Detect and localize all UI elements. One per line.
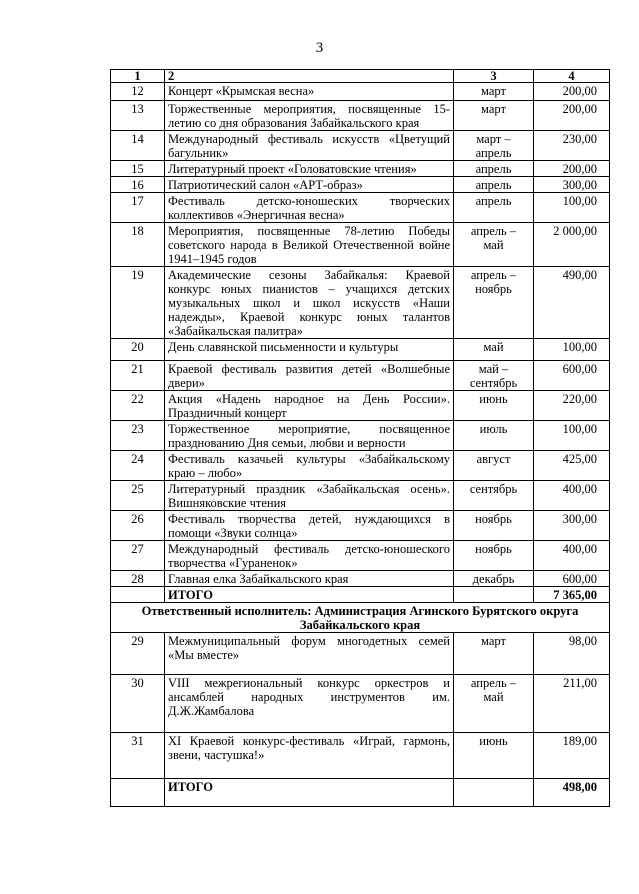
- row-number: 25: [111, 481, 165, 511]
- table-row: [111, 633, 610, 675]
- event-amount: 189,00: [534, 733, 610, 779]
- event-amount: 200,00: [534, 101, 610, 131]
- row-number: 31: [111, 733, 165, 779]
- table-row: [111, 733, 610, 779]
- table-row: [111, 451, 610, 481]
- event-amount: 300,00: [534, 511, 610, 541]
- row-number: 30: [111, 675, 165, 733]
- event-period: май: [454, 339, 534, 361]
- event-period: апрель – май: [454, 223, 534, 267]
- row-number: 22: [111, 391, 165, 421]
- table-row: [111, 83, 610, 101]
- row-number: 26: [111, 511, 165, 541]
- event-amount: 100,00: [534, 193, 610, 223]
- row-number: 27: [111, 541, 165, 571]
- row-number: 24: [111, 451, 165, 481]
- event-name: Краевой фестиваль развития детей «Волшебные двери»: [165, 361, 454, 391]
- table-row: [111, 101, 610, 131]
- row-number: 16: [111, 177, 165, 193]
- total-empty-cell: [111, 779, 165, 807]
- event-period: сентябрь: [454, 481, 534, 511]
- row-number: 19: [111, 267, 165, 339]
- total-empty-cell: [111, 587, 165, 603]
- event-name: Концерт «Крымская весна»: [165, 83, 454, 101]
- event-amount: 2 000,00: [534, 223, 610, 267]
- event-name: Фестиваль творчества детей, нуждающихся в помощи «Звуки солнца»: [165, 511, 454, 541]
- table-row: [111, 193, 610, 223]
- event-period: март: [454, 633, 534, 675]
- total-row: [111, 779, 610, 807]
- event-amount: 230,00: [534, 131, 610, 161]
- event-period: апрель: [454, 177, 534, 193]
- event-name: Литературный проект «Головатовские чтения»: [165, 161, 454, 177]
- event-name: Академические сезоны Забайкалья: Краевой конкурс юных пианистов – учащихся детских музыкальных школ и школ искусств «Наши надежды», Краевой конкурс юных талантов «Забайкальская палитра»: [165, 267, 454, 339]
- table-row: [111, 571, 610, 587]
- event-period: апрель: [454, 161, 534, 177]
- event-amount: 300,00: [534, 177, 610, 193]
- event-name: Межмуниципальный форум многодетных семей «Мы вместе»: [165, 633, 454, 675]
- event-amount: 600,00: [534, 571, 610, 587]
- section-row: [111, 603, 610, 633]
- event-amount: 220,00: [534, 391, 610, 421]
- page-number: 3: [315, 40, 324, 56]
- event-amount: 100,00: [534, 421, 610, 451]
- event-period: ноябрь: [454, 511, 534, 541]
- table-row: [111, 481, 610, 511]
- event-amount: 100,00: [534, 339, 610, 361]
- event-period: апрель: [454, 193, 534, 223]
- header-col-1: 1: [111, 70, 165, 83]
- event-name: Патриотический салон «АРТ-образ»: [165, 177, 454, 193]
- event-name: Торжественные мероприятия, посвященные 15-летию со дня образования Забайкальского края: [165, 101, 454, 131]
- row-number: 14: [111, 131, 165, 161]
- event-name: VIII межрегиональный конкурс оркестров и ансамблей народных инструментов им. Д.Ж.Жамбалова: [165, 675, 454, 733]
- events-table: [110, 69, 610, 807]
- header-col-2: 2: [165, 70, 454, 83]
- table-row: [111, 339, 610, 361]
- row-number: 21: [111, 361, 165, 391]
- event-amount: 98,00: [534, 633, 610, 675]
- event-name: XI Краевой конкурс-фестиваль «Играй, гармонь, звени, частушка!»: [165, 733, 454, 779]
- row-number: 29: [111, 633, 165, 675]
- event-period: ноябрь: [454, 541, 534, 571]
- total-label: ИТОГО: [165, 779, 454, 807]
- event-name: Литературный праздник «Забайкальская осень». Вишняковские чтения: [165, 481, 454, 511]
- event-amount: 600,00: [534, 361, 610, 391]
- row-number: 23: [111, 421, 165, 451]
- total-empty-cell: [454, 779, 534, 807]
- header-col-4: 4: [534, 70, 610, 83]
- event-name: День славянской письменности и культуры: [165, 339, 454, 361]
- row-number: 28: [111, 571, 165, 587]
- table-row: [111, 131, 610, 161]
- row-number: 15: [111, 161, 165, 177]
- event-name: Фестиваль казачьей культуры «Забайкальскому краю – любо»: [165, 451, 454, 481]
- section-title: Ответственный исполнитель: Администрация Агинского Бурятского округа Забайкальского края: [111, 603, 610, 633]
- event-period: август: [454, 451, 534, 481]
- row-number: 13: [111, 101, 165, 131]
- total-row: [111, 587, 610, 603]
- event-name: Торжественное мероприятие, посвященное празднованию Дня семьи, любви и верности: [165, 421, 454, 451]
- total-amount: 7 365,00: [534, 587, 610, 603]
- event-amount: 400,00: [534, 481, 610, 511]
- header-row: [111, 70, 610, 83]
- header-col-3: 3: [454, 70, 534, 83]
- event-amount: 425,00: [534, 451, 610, 481]
- table-row: [111, 675, 610, 733]
- event-name: Фестиваль детско-юношеских творческих коллективов «Энергичная весна»: [165, 193, 454, 223]
- event-period: декабрь: [454, 571, 534, 587]
- event-period: июль: [454, 421, 534, 451]
- table-row: [111, 511, 610, 541]
- event-period: июнь: [454, 733, 534, 779]
- event-amount: 200,00: [534, 83, 610, 101]
- table-row: [111, 541, 610, 571]
- total-empty-cell: [454, 587, 534, 603]
- event-name: Главная елка Забайкальского края: [165, 571, 454, 587]
- event-name: Международный фестиваль детско-юношеского творчества «Гураненок»: [165, 541, 454, 571]
- event-amount: 400,00: [534, 541, 610, 571]
- event-period: март – апрель: [454, 131, 534, 161]
- table-row: [111, 177, 610, 193]
- table-row: [111, 161, 610, 177]
- row-number: 18: [111, 223, 165, 267]
- table-row: [111, 361, 610, 391]
- event-period: апрель – ноябрь: [454, 267, 534, 339]
- event-name: Акция «Надень народное на День России». Праздничный концерт: [165, 391, 454, 421]
- event-period: июнь: [454, 391, 534, 421]
- event-amount: 211,00: [534, 675, 610, 733]
- event-name: Международный фестиваль искусств «Цветущий багульник»: [165, 131, 454, 161]
- event-period: март: [454, 83, 534, 101]
- event-period: март: [454, 101, 534, 131]
- event-amount: 490,00: [534, 267, 610, 339]
- table-row: [111, 421, 610, 451]
- event-period: апрель – май: [454, 675, 534, 733]
- event-amount: 200,00: [534, 161, 610, 177]
- table-row: [111, 391, 610, 421]
- event-name: Мероприятия, посвященные 78-летию Победы советского народа в Великой Отечественной войне 1941–1945 годов: [165, 223, 454, 267]
- table-row: [111, 223, 610, 267]
- row-number: 12: [111, 83, 165, 101]
- events-table-body: [111, 70, 610, 807]
- event-period: май – сентябрь: [454, 361, 534, 391]
- total-label: ИТОГО: [165, 587, 454, 603]
- table-row: [111, 267, 610, 339]
- row-number: 17: [111, 193, 165, 223]
- row-number: 20: [111, 339, 165, 361]
- total-amount: 498,00: [534, 779, 610, 807]
